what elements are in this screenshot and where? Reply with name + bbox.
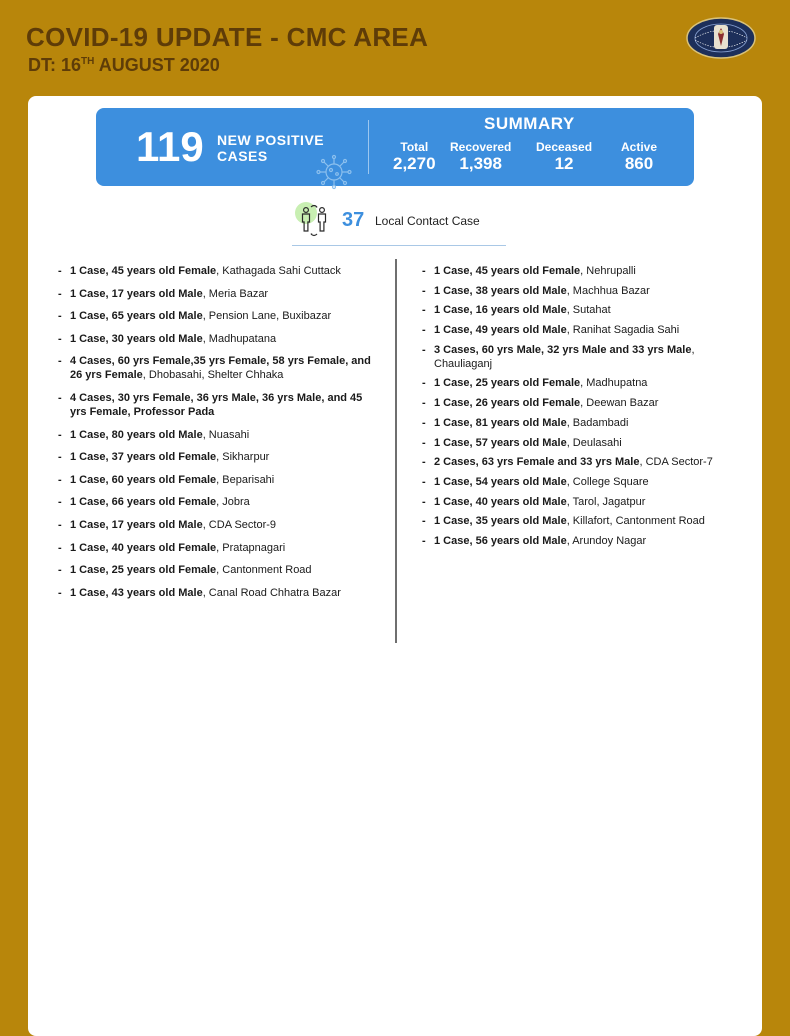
left-case-list	[58, 264, 380, 608]
new-cases-label-line1: NEW POSITIVE	[217, 132, 325, 148]
page-title: COVID-19 UPDATE - CMC AREA	[26, 22, 429, 52]
case-location: , Meria Bazar	[202, 287, 269, 300]
list-item	[58, 563, 380, 577]
case-detail: 1 Case, 25 years old Female	[70, 564, 217, 577]
case-detail: 1 Case, 17 years old Male	[70, 518, 203, 531]
case-location: , Badambadi	[566, 416, 629, 429]
case-detail: 1 Case, 60 years old Female	[70, 473, 217, 486]
virus-icon	[312, 154, 356, 190]
case-location: , Pension Lane, Buxibazar	[202, 310, 332, 323]
case-location: , Ranihat Sagadia Sahi	[566, 324, 680, 337]
case-detail: 4 Cases, 60 yrs Female,35 yrs Female, 58 yrs Female, and 26 yrs Female	[70, 355, 371, 382]
case-location: , Arundoy Nagar	[566, 534, 647, 547]
list-item	[422, 343, 738, 371]
stat-deceased-label: Deceased	[536, 140, 593, 154]
list-item	[58, 518, 380, 532]
page-date	[28, 55, 220, 76]
list-item	[58, 586, 380, 600]
case-location: , CDA Sector-9	[202, 518, 277, 531]
list-item	[422, 284, 738, 298]
case-detail: 1 Case, 35 years old Male	[434, 515, 567, 528]
case-location: , College Square	[566, 475, 649, 488]
stat-recovered-value: 1,398	[459, 154, 502, 173]
new-cases-count: 119	[136, 123, 204, 170]
case-detail: 1 Case, 43 years old Male	[70, 586, 203, 599]
stat-total	[393, 140, 436, 174]
summary-heading: SUMMARY	[484, 114, 575, 133]
list-item	[58, 354, 380, 382]
list-item	[422, 323, 738, 337]
case-location: , Nuasahi	[202, 428, 250, 441]
case-detail: 1 Case, 66 years old Female	[70, 496, 217, 509]
date-suffix-ordinal: TH	[81, 56, 95, 67]
case-detail: 1 Case, 65 years old Male	[70, 310, 203, 323]
date-prefix: DT: 16	[28, 55, 82, 75]
stat-deceased-value: 12	[554, 154, 574, 173]
case-location: , Jobra	[216, 496, 250, 509]
stat-active-value: 860	[624, 154, 654, 173]
list-item	[422, 376, 738, 390]
list-item	[422, 475, 738, 489]
list-item	[422, 396, 738, 410]
case-location: , Deulasahi	[566, 436, 622, 449]
new-cases-label	[217, 132, 324, 164]
list-item	[58, 428, 380, 442]
case-location: , Kathagada Sahi Cuttack	[216, 265, 341, 277]
case-detail: 1 Case, 40 years old Female	[70, 541, 217, 554]
list-item	[422, 264, 738, 278]
case-location: , Sutahat	[566, 304, 611, 317]
case-location: , Cantonment Road	[216, 564, 312, 577]
case-location: , Madhupatana	[202, 332, 277, 345]
date-month-year: AUGUST 2020	[94, 55, 220, 75]
list-item	[58, 473, 380, 487]
summary-banner	[96, 108, 694, 186]
case-location: , Tarol, Jagatpur	[566, 495, 646, 508]
case-detail: 3 Cases, 60 yrs Male, 32 yrs Male and 33 yrs Male	[434, 343, 692, 356]
cmc-emblem-icon	[684, 13, 758, 63]
list-item	[422, 455, 738, 469]
case-detail: 1 Case, 16 years old Male	[434, 304, 567, 317]
case-location: , CDA Sector-7	[639, 456, 713, 469]
stat-deceased	[536, 140, 592, 174]
case-detail: 4 Cases, 30 yrs Female, 36 yrs Male, 36 yrs Male, and 45 yrs Female, Professor Pada	[70, 391, 363, 418]
case-location: , Canal Road Chhatra Bazar	[202, 586, 341, 599]
list-item	[58, 495, 380, 509]
case-location: , Deewan Bazar	[580, 397, 659, 410]
stat-total-label: Total	[400, 140, 429, 154]
list-item	[422, 514, 738, 528]
people-contact-icon	[292, 201, 336, 241]
stat-recovered	[450, 140, 511, 174]
case-detail: 1 Case, 45 years old Female	[434, 265, 581, 277]
case-detail: 1 Case, 26 years old Female	[434, 397, 581, 410]
list-item	[422, 416, 738, 430]
case-detail: 1 Case, 30 years old Male	[70, 332, 203, 345]
case-detail: 1 Case, 49 years old Male	[434, 324, 567, 337]
new-cases-label-line2: CASES	[217, 148, 268, 164]
case-detail: 1 Case, 40 years old Male	[434, 495, 567, 508]
stat-active-label: Active	[621, 140, 658, 154]
list-item	[58, 309, 380, 323]
list-item	[422, 303, 738, 317]
list-item	[58, 287, 380, 301]
case-location: , Machhua Bazar	[566, 284, 650, 297]
case-detail: 1 Case, 38 years old Male	[434, 284, 567, 297]
case-detail: 1 Case, 37 years old Female	[70, 451, 217, 464]
case-location: , Killafort, Cantonment Road	[566, 515, 705, 528]
case-detail: 1 Case, 80 years old Male	[70, 428, 203, 441]
list-item	[58, 391, 380, 419]
list-item	[58, 264, 380, 278]
list-item	[422, 436, 738, 450]
case-detail: 2 Cases, 63 yrs Female and 33 yrs Male	[434, 456, 640, 469]
case-detail: 1 Case, 25 years old Female	[434, 377, 581, 390]
list-item	[422, 495, 738, 509]
case-detail: 1 Case, 54 years old Male	[434, 475, 567, 488]
case-detail: 1 Case, 56 years old Male	[434, 534, 567, 547]
stat-recovered-label: Recovered	[450, 140, 512, 154]
case-location: , Sikharpur	[216, 451, 270, 464]
case-location: , Chauliaganj	[434, 343, 695, 370]
case-detail: 1 Case, 17 years old Male	[70, 287, 203, 300]
list-item	[58, 450, 380, 464]
case-detail: 1 Case, 81 years old Male	[434, 416, 567, 429]
local-contact-row	[292, 201, 506, 246]
list-item	[58, 332, 380, 346]
case-location: , Nehrupalli	[580, 265, 636, 277]
local-contact-label: Local Contact Case	[375, 214, 480, 228]
right-case-list	[422, 264, 738, 554]
case-detail: 1 Case, 45 years old Female	[70, 265, 217, 277]
local-contact-count: 37	[342, 209, 365, 231]
column-divider	[395, 259, 397, 643]
content-card	[28, 96, 762, 1036]
list-item	[58, 541, 380, 555]
case-location: , Madhupatna	[580, 377, 648, 390]
stat-active	[621, 140, 657, 174]
stat-total-value: 2,270	[393, 154, 436, 173]
case-location: , Dhobasahi, Shelter Chhaka	[142, 369, 284, 382]
case-location: , Pratapnagari	[216, 541, 286, 554]
list-item	[422, 534, 738, 548]
case-location: , Beparisahi	[216, 473, 275, 486]
case-detail: 1 Case, 57 years old Male	[434, 436, 567, 449]
banner-divider	[368, 120, 369, 174]
